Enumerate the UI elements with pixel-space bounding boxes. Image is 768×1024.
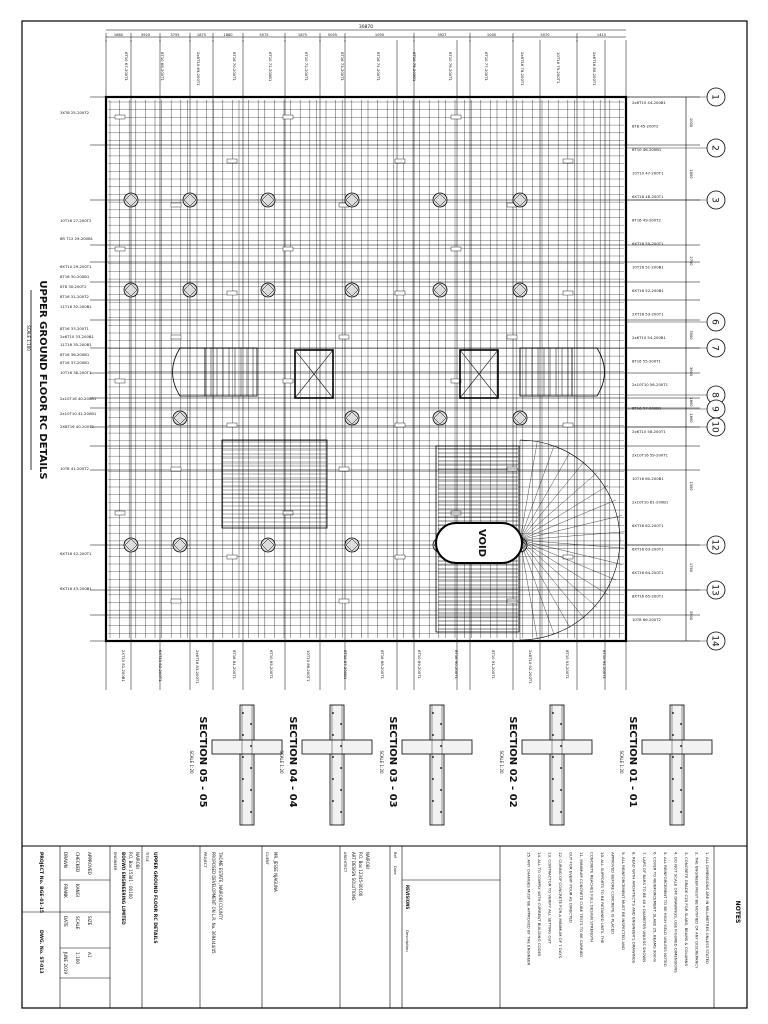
top-bar-label: 10T16 79-200T1 (556, 52, 561, 84)
title-block-engineer-label: ENGINEER (113, 852, 117, 871)
top-bar-label: 8T16 70-200T1 (232, 52, 237, 81)
title-block-engineer-addr: P.O. Box 15381 - 00100 (128, 852, 133, 899)
right-dimension: 3500 (689, 610, 693, 621)
bottom-bar-labels (121, 650, 607, 684)
note-line: 2. THE ENGINEER MUST BE NOTIFIED OF ANY DISCREPANCY (694, 852, 700, 969)
bottom-bar-label: 6T10 89-200T1 (417, 650, 422, 679)
title-block-title-label: TITLE (145, 852, 149, 862)
title-block-project-no: PROJECT No. BGE-01-15 (38, 852, 43, 914)
sections (189, 705, 712, 825)
title-block-architect-label: ARCHITECT (343, 852, 347, 873)
title-block-scale-label: SCALE (75, 916, 80, 930)
section-title: SECTION 01 - 01 (627, 716, 638, 808)
title-block-project-loc: THOME ESTATE, NAIROBI COUNTY (218, 852, 223, 920)
column (173, 538, 187, 552)
right-bar-label: 10T16 60-200B1 (632, 476, 664, 481)
note-line: 11. MINIMUM CONCRETE CUBE TESTS TO BE CARRIED (579, 852, 584, 958)
right-bar-label: 8T8 45-200T2 (632, 123, 659, 129)
grid-bubble-label: 14 (709, 635, 720, 647)
bottom-bar-label: 6T10 85-200T1 (269, 650, 274, 679)
title-block-project-name: PROPOSED DEVELOPMENT ON L.R. No. 3694/44/45 (211, 852, 216, 954)
column (124, 193, 138, 207)
right-dimension: 1800 (689, 413, 693, 423)
top-dimension: 1050 (374, 33, 385, 37)
left-bar-label: 2x6T10 33-200B1 (60, 334, 94, 339)
right-bar-labels (632, 100, 669, 622)
title-block-client-name: MR. JESSE NJAGUNA (273, 852, 278, 892)
title-block-dwg-no: DWG. No. ST-013 (38, 930, 43, 974)
top-dimension: 5075 (259, 33, 269, 37)
title-block-revisions-header: REVISIONS (405, 885, 410, 910)
bottom-bar-label: 8T16 84-200T1 (232, 650, 237, 679)
right-bar-label: 10T8 66-200T2 (632, 617, 661, 622)
title-block-engineer-name: BOGWO ENGINEERING LIMITED (121, 852, 126, 925)
right-bar-label: 2x6T10 44-200B1 (632, 100, 666, 105)
column (345, 538, 359, 552)
section-detail (189, 705, 282, 825)
grid-bubble (707, 339, 725, 357)
top-dimension: 5055 (327, 33, 338, 37)
right-dimensions (686, 97, 693, 641)
note-line: 8. READ WITH ARCHITECT'S AND ENGINEER'S DRAWINGS (631, 852, 637, 964)
left-bar-label: 8T16 36-200B1 (60, 352, 90, 357)
column (513, 411, 527, 425)
bottom-bar-label: 8T16 90-200T1 (454, 650, 459, 679)
column (513, 283, 527, 297)
column (183, 283, 197, 297)
column (345, 283, 359, 297)
title-block-drawn-by: FRANK (63, 884, 68, 898)
right-bar-label: 6T10 46-200B1 (632, 147, 662, 152)
left-bar-label: 6R T12 29-200B1 (60, 236, 94, 241)
right-bar-label: 6XT16 62-200T1 (632, 523, 664, 528)
column (345, 411, 359, 425)
right-bar-label: 10T16 51-200B1 (632, 264, 664, 270)
title-block-drawn: DRAWN (63, 852, 68, 868)
grid-bubble-label: 7 (709, 345, 720, 351)
note-line: 5. ALL REINFORCEMENT TO BE HIGH YIELD UNLESS NOTED (663, 852, 668, 967)
title-block-date-val: JUNE 2019 (63, 952, 68, 975)
right-bar-label: 6XT16 63-200T1 (632, 546, 664, 552)
title-block-architect-name: ART DESIGN SOLUTIONS (351, 852, 356, 901)
column (261, 538, 275, 552)
section-title: SECTION 02 - 02 (507, 716, 518, 808)
title-block-date-label: DATE (63, 916, 68, 927)
right-bar-label: 2XT16 53-200T1 (632, 311, 664, 317)
note-line: 12. CURING OF CONCRETE FOR A MINIMUM OF 7 DAYS (558, 852, 563, 959)
left-bar-label: 2x10T16 40-200B1 (60, 396, 97, 401)
right-bar-label: 2x10T10 56-200T1 (632, 382, 669, 387)
grid-total-dim: 30870 (358, 25, 374, 30)
right-bar-label: 6XT16 48-200T1 (632, 194, 664, 199)
section-detail (619, 705, 712, 825)
top-dimension: 1040 (486, 33, 497, 37)
title-block-checked-by: KANGI (75, 884, 80, 898)
top-bar-label: 8T16 74-200T1 (376, 52, 381, 81)
column (261, 283, 275, 297)
title-block-description-header: Description (405, 930, 410, 952)
top-bar-label: 6T10 71-200B1 (268, 52, 273, 82)
lift-shaft-right (460, 350, 498, 398)
grid-bubble (707, 139, 725, 157)
void-label: VOID (476, 528, 487, 558)
right-dimension: 3600 (689, 366, 693, 377)
column (345, 193, 359, 207)
top-dimension: 3920 (140, 33, 151, 37)
title-block-sheet-val: A1 (87, 952, 92, 958)
title-block-date-header: Date (393, 866, 397, 875)
column (124, 283, 138, 297)
right-dimension: 1760 (689, 562, 693, 573)
note-line: 10. ALL SUPPORTS TO BE RETAINED UNTIL THE (600, 852, 605, 944)
notes-title: NOTES (734, 900, 741, 924)
right-bar-label: 2x10T10 61-200B1 (632, 499, 669, 505)
section-detail (499, 705, 592, 825)
note-line: CONCRETE REACHES FULL DESIGN STRENGTH (589, 852, 595, 943)
bottom-bar-label: 2x6T16 83-200T1 (195, 650, 200, 684)
drawing-title: UPPER GROUND FLOOR RC DETAILS (37, 280, 48, 480)
right-dimension: 3500 (689, 330, 693, 340)
grid-bubble-label: 10 (709, 421, 720, 433)
right-bar-label: 2x6T10 58-200T1 (632, 429, 666, 434)
section-scale: SCALE 1:20 (279, 750, 284, 774)
left-bar-label: 8T8 30-200T2 (60, 284, 87, 289)
title-block (22, 846, 747, 1008)
grid-bubble-label: 9 (709, 406, 720, 412)
top-dimension: 1880 (223, 33, 233, 37)
section-title: SECTION 03 - 03 (387, 716, 398, 808)
right-bar-label: 8XT16 65-200T1 (632, 593, 664, 599)
title-block-project-label: PROJECT (203, 852, 207, 868)
section-title: SECTION 05 - 05 (197, 716, 208, 808)
note-line: APPROVED BEFORE CONCRETE IS PLACED (610, 852, 616, 935)
section-detail (279, 705, 372, 825)
left-bar-label: 2X8T16 40-200T2 (60, 424, 94, 429)
floor-plan (90, 40, 700, 690)
right-bar-label: 2x10T16 59-200T1 (632, 452, 669, 458)
left-bar-label: 6T16 37-200B1 (60, 360, 90, 365)
note-line: 14. ALL TO COMPLY WITH CURRENT BUILDING CODES (537, 852, 542, 957)
left-bar-label: 3XT8 25-200T2 (60, 110, 90, 115)
left-bar-label: 6XT10 29-200T1 (60, 264, 92, 269)
title-block-client-label: CLIENT (265, 852, 269, 865)
top-bar-label: 2x8T10 69-200T1 (196, 52, 201, 86)
right-bar-label: 6XT16 52-200B1 (632, 288, 664, 293)
right-bar-label: 8T16 49-200T2 (632, 217, 661, 223)
note-line: 4. DO NOT SCALE OFF DRAWINGS, USE FIGURED DIMENSIONS (673, 852, 679, 973)
right-dimension: 1000 (689, 117, 693, 128)
grid-bubble (707, 400, 725, 418)
stair-right (520, 348, 605, 396)
reinforcement-bars (108, 100, 624, 638)
drawing-scale: SCALE 1:100 (26, 325, 31, 351)
top-bar-label: 2x8T16 78-200T1 (520, 52, 525, 86)
right-dimension: 1300 (689, 481, 693, 491)
grid-bubble (707, 313, 725, 331)
title-block-engineer-city: NAIROBI (135, 852, 140, 869)
grid-bubble (707, 632, 725, 650)
title-block-architect-city: NAIROBI (365, 852, 370, 869)
top-dimension: 1875 (196, 33, 207, 37)
bottom-bar-label: 6T10 94-200T1 (602, 650, 607, 679)
grid-bubble-label: 2 (709, 145, 720, 151)
grid-bubble-label: 3 (709, 197, 720, 203)
grid-bubble-label: 8 (709, 392, 720, 398)
top-bar-label: 6T10 77-200T1 (484, 52, 489, 81)
section-scale: SCALE 1:20 (499, 750, 504, 774)
top-dimension: 1415 (596, 33, 607, 37)
right-dimension: 2700 (689, 256, 693, 266)
grid-bubble (707, 88, 725, 106)
right-dimension: 1800 (689, 169, 693, 179)
note-line: 15. ANY CHANGES MUST BE APPROVED BY THE ENGINEER (526, 852, 532, 966)
top-dimension: 1880 (113, 33, 124, 37)
void-opening (436, 523, 522, 563)
section-scale: SCALE 1:20 (379, 750, 384, 774)
title-block-rev-header: Ref (393, 852, 397, 858)
top-bar-label: 6T10 67-200T1 (124, 52, 129, 81)
grid-bubble (707, 536, 725, 554)
left-bar-label: 11T16 35-200B1 (60, 342, 92, 347)
grid-bubble-label: 12 (709, 539, 720, 551)
right-bar-label: 8T16 55-200T1 (632, 358, 661, 364)
grid-bubble-label: 13 (709, 584, 720, 596)
top-dimension: 3927 (437, 33, 447, 37)
horizontal-gridlines (90, 97, 700, 641)
grid-bubble (707, 418, 725, 436)
grid-bubble-label: 6 (709, 319, 720, 325)
column (173, 411, 187, 425)
right-dimension: 1800 (689, 397, 693, 407)
top-dimensions (106, 24, 626, 42)
top-bar-label: 8T10 76-200T1 (448, 52, 453, 81)
top-bar-label: 6T10 75-200B1 (412, 52, 417, 82)
left-bar-label: 2x10T10 41-200B1 (60, 411, 97, 416)
title-block-sheet-label: SIZE (87, 916, 92, 926)
lift-shaft-left (295, 350, 333, 398)
top-dimension: 5070 (540, 33, 550, 37)
grid-bubble (707, 191, 725, 209)
top-dimension: 3755 (170, 33, 180, 37)
column (433, 411, 447, 425)
section-scale: SCALE 1:20 (189, 750, 194, 774)
title-block-scale-val: 1:100 (75, 952, 80, 965)
plan-outline (106, 97, 626, 641)
bottom-bar-label: 10T10 86-200T1 (306, 650, 311, 682)
stair-left (173, 348, 258, 396)
left-bar-label: 8T16 30-200B1 (60, 274, 90, 279)
section-title: SECTION 04 - 04 (287, 716, 298, 808)
right-bar-label: 6XT16 64-200T1 (632, 570, 664, 575)
bottom-bar-label: 8T10 91-200T1 (491, 650, 496, 679)
right-bar-label: 2x6T10 54-200B1 (632, 335, 666, 340)
bottom-bar-label: 2XT10 81-200B1 (121, 650, 126, 682)
right-bar-label: 8T16 57-200B1 (632, 405, 662, 411)
title-block-checked: CHECKED (75, 852, 80, 873)
column (433, 283, 447, 297)
note-line: 13. CONTRACTOR TO VERIFY ALL SETTING OUT (547, 852, 553, 944)
left-bar-label: 11T16 32-200B1 (60, 304, 92, 309)
section-detail (379, 705, 472, 825)
left-bar-label: 8T16 33-200T1 (60, 326, 89, 331)
top-dimension: 1875 (297, 33, 308, 37)
left-bar-label: 10T8 41-200T2 (60, 466, 89, 471)
bottom-bar-label: 2x8T10 92-200T1 (528, 650, 533, 684)
note-line: 3. CONCRETE GRADE C25 FOR SLABS, BEAMS & COLUMNS (684, 852, 689, 967)
column (261, 193, 275, 207)
left-bar-label: 8T16 31-200T2 (60, 294, 89, 299)
vertical-gridlines (106, 40, 626, 690)
right-bar-label: 10T10 47-200T1 (632, 170, 664, 176)
title-block-title-name: UPPER GROUND FLOOR RC DETAILS (152, 852, 157, 944)
bottom-bar-label: 8T10 93-200T1 (565, 650, 570, 679)
top-bar-labels (124, 52, 597, 86)
right-bar-label: 6XT16 50-200T1 (632, 241, 664, 246)
note-line: 6. COVER TO REINFORCEMENT: SLABS 25, BEAMS 30mm (652, 852, 658, 963)
note-line: 9. ALL REINFORCEMENT MUST BE INSPECTED AND (621, 852, 626, 951)
top-bar-label: 8T10 68-200T1 (160, 52, 165, 81)
drawing-title-block (26, 280, 48, 479)
note-line: 1. ALL DIMENSIONS ARE IN MILLIMETRES UNLESS STATED (705, 852, 710, 965)
top-bar-label: 2x6T16 80-200T1 (592, 52, 597, 86)
left-bar-label: 6XT16 42-200T1 (60, 551, 92, 556)
note-line: OUT FOR EVERY POUR AS DIRECTED (568, 852, 574, 923)
left-bar-label: 6XT16 43-200B1 (60, 586, 92, 591)
left-bar-label: 10T16 38-200T1 (60, 370, 92, 375)
title-block-architect-addr: P.O. Box 12345-00100 (358, 852, 363, 897)
left-bar-label: 10T16 27-200T2 (60, 218, 92, 223)
column (513, 193, 527, 207)
bottom-bar-label: 8T16 88-200T1 (380, 650, 385, 679)
column (183, 193, 197, 207)
top-bar-label: 6T10 72-200T1 (304, 52, 309, 81)
top-bar-label: 8T16 73-200T1 (340, 52, 345, 81)
grid-bubble (707, 581, 725, 599)
bottom-bar-label: 6XT10 82-200T1 (158, 650, 163, 682)
bottom-bar-label: 8T10 87-200B1 (343, 650, 348, 680)
column (433, 193, 447, 207)
grid-bubble-label: 1 (709, 94, 720, 100)
column (124, 538, 138, 552)
title-block-approved: APPROVED (87, 852, 92, 875)
left-bar-labels (60, 110, 97, 591)
note-line: 7. LAPS OF BARS TO BE 40 x DIAMETER UNLESS SHOWN (642, 852, 647, 963)
section-scale: SCALE 1:20 (619, 750, 624, 774)
